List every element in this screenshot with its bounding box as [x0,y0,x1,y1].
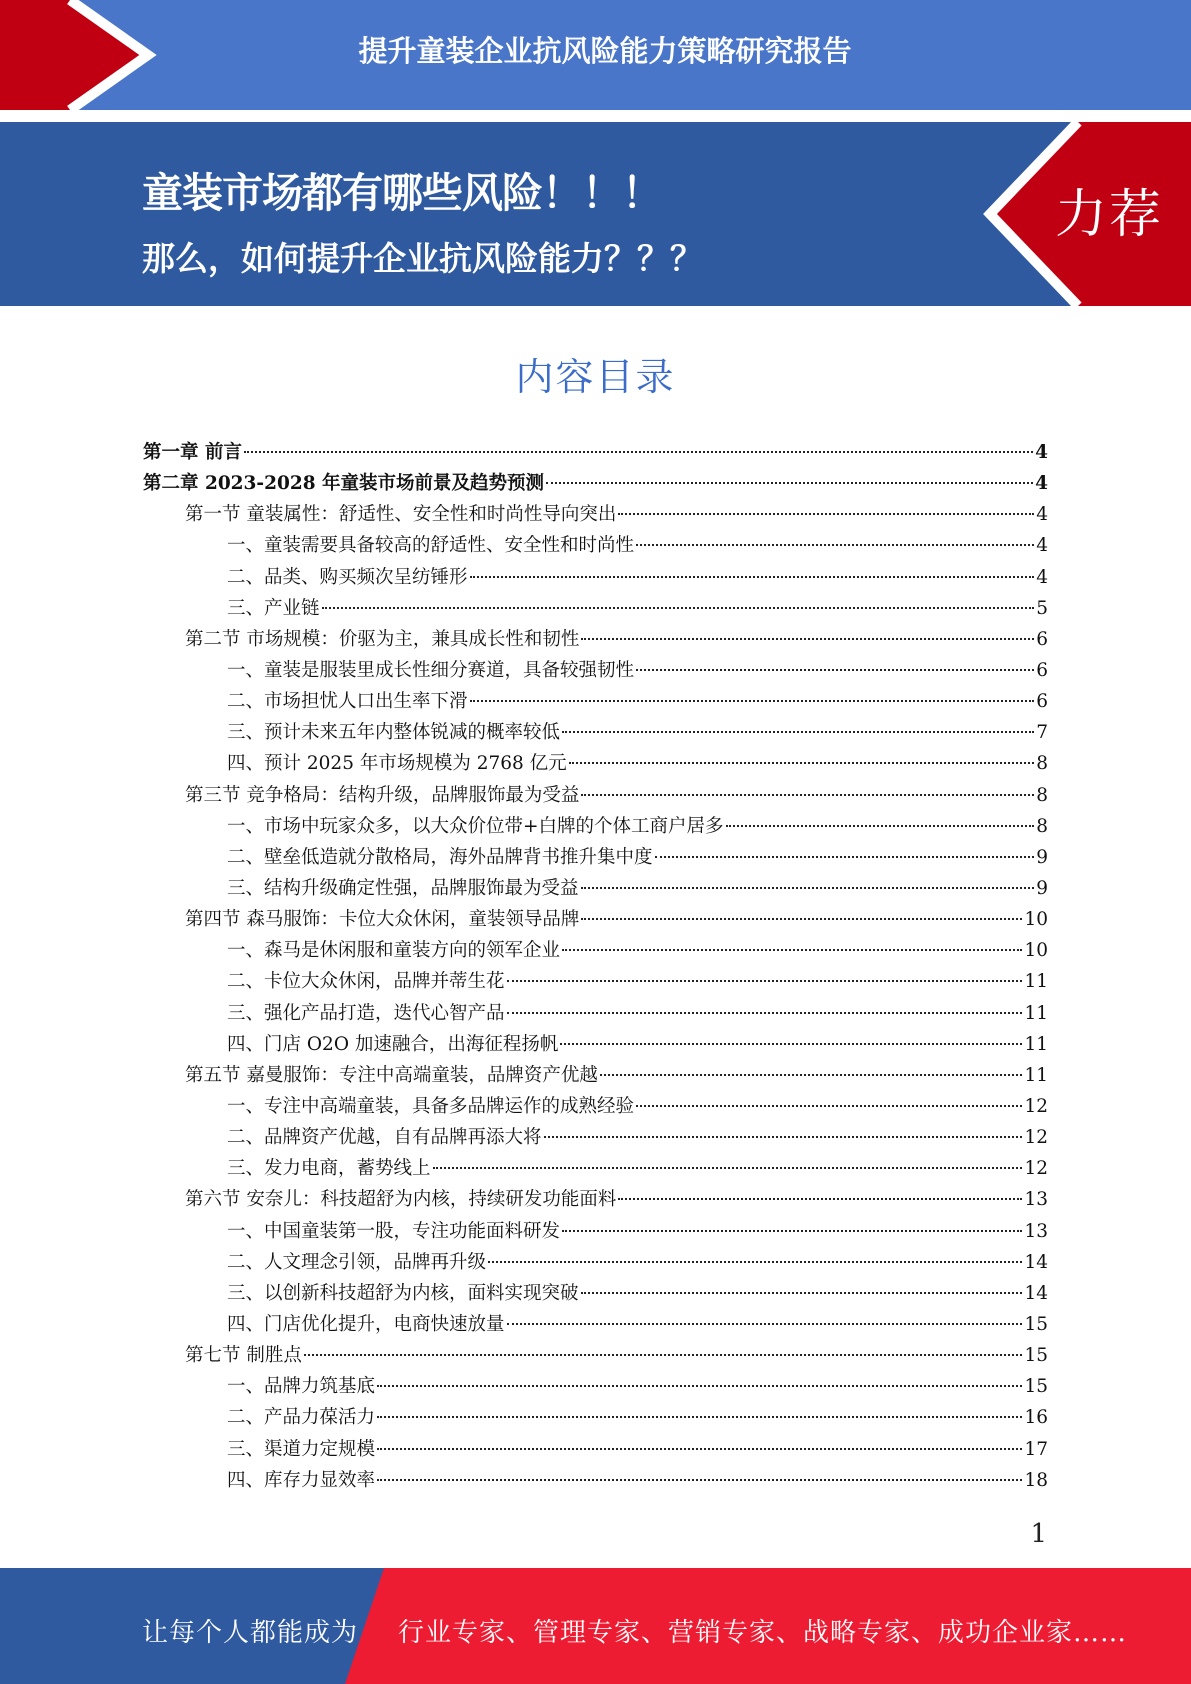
toc-entry-page: 9 [1036,846,1048,868]
headline-question: 童装市场都有哪些风险！！！ [142,169,662,217]
toc-leader-dots [636,543,1034,546]
toc-entry-page: 16 [1024,1407,1048,1429]
toc-entry-page: 17 [1024,1438,1048,1460]
toc-entry[interactable] [143,935,1048,966]
toc-entry-page: 9 [1036,877,1048,899]
toc-entry-label: 三、以创新科技超舒为内核，面料实现突破 [227,1282,579,1304]
toc-leader-dots [544,1135,1023,1138]
toc-entry[interactable] [143,811,1048,842]
toc-entry-page: 10 [1024,909,1048,931]
toc-leader-dots [377,1447,1022,1450]
toc-entry-label: 第一章 前言 [143,442,242,463]
toc-entry-label: 三、产业链 [227,597,320,619]
report-title: 提升童装企业抗风险能力策略研究报告 [358,34,852,68]
toc-entry-label: 二、品类、购买频次呈纺锤形 [227,566,468,588]
toc-entry-page: 14 [1024,1282,1048,1304]
toc-entry[interactable] [143,624,1048,655]
toc-leader-dots [507,1322,1023,1325]
toc-entry-label: 二、卡位大众休闲，品牌并蒂生花 [227,971,505,993]
headline-subquestion: 那么，如何提升企业抗风险能力？？？ [142,239,703,278]
toc-entry-label: 四、预计 2025 年市场规模为 2768 亿元 [227,753,567,775]
toc-entry-label: 第六节 安奈儿：科技超舒为内核，持续研发功能面料 [185,1189,617,1211]
toc-entry-page: 14 [1024,1251,1048,1273]
toc-entry[interactable] [143,748,1048,779]
toc-entry[interactable] [143,655,1048,686]
toc-entry-label: 一、专注中高端童装，具备多品牌运作的成熟经验 [227,1095,635,1117]
toc-entry[interactable] [143,998,1048,1029]
page-number: 1 [1030,1519,1047,1549]
toc-entry-page: 8 [1036,815,1048,837]
toc-entry-label: 四、库存力显效率 [227,1469,376,1491]
toc-leader-dots [618,512,1034,515]
toc-leader-dots [562,948,1022,951]
toc-entry-page: 11 [1024,1033,1048,1055]
toc-entry[interactable] [143,1309,1048,1340]
toc-entry-label: 一、森马是休闲服和童装方向的领军企业 [227,940,561,962]
toc-leader-dots [618,1197,1022,1200]
toc-entry[interactable] [143,562,1048,593]
toc-entry-page: 15 [1024,1345,1048,1367]
toc-entry[interactable] [143,1340,1048,1371]
toc-leader-dots [507,1011,1023,1014]
table-of-contents [143,437,1048,1496]
toc-leader-dots [244,450,1033,453]
toc-entry[interactable] [143,1153,1048,1184]
toc-entry-label: 第七节 制胜点 [185,1345,302,1367]
toc-leader-dots [562,730,1034,733]
toc-entry-label: 二、品牌资产优越，自有品牌再添大将 [227,1127,542,1149]
toc-entry-page: 7 [1036,722,1048,744]
toc-entry-page: 15 [1024,1313,1048,1335]
toc-entry-label: 第三节 竞争格局：结构升级，品牌服饰最为受益 [185,784,580,806]
toc-entry[interactable] [143,1371,1048,1402]
toc-leader-dots [488,1260,1022,1263]
toc-leader-dots [636,1104,1022,1107]
toc-entry-page: 18 [1024,1469,1048,1491]
toc-entry[interactable] [143,437,1048,468]
toc-leader-dots [581,886,1035,889]
toc-entry[interactable] [143,468,1048,499]
toc-entry-page: 4 [1036,504,1048,526]
toc-entry-page: 4 [1035,473,1048,495]
toc-entry[interactable] [143,780,1048,811]
toc-entry-label: 一、市场中玩家众多，以大众价位带+白牌的个体工商户居多 [227,815,724,837]
toc-title: 内容目录 [515,355,676,399]
toc-entry-label: 一、品牌力筑基底 [227,1376,376,1398]
toc-entry[interactable] [143,1216,1048,1247]
toc-entry-page: 13 [1024,1189,1048,1211]
toc-entry[interactable] [143,1247,1048,1278]
toc-entry[interactable] [143,1278,1048,1309]
toc-entry-page: 12 [1024,1095,1048,1117]
toc-entry-page: 13 [1024,1220,1048,1242]
toc-entry-page: 4 [1036,566,1048,588]
toc-entry-page: 12 [1024,1158,1048,1180]
toc-entry-page: 10 [1024,940,1048,962]
toc-entry-label: 第五节 嘉曼服饰：专注中高端童装，品牌资产优越 [185,1064,598,1086]
toc-entry[interactable] [143,1184,1048,1215]
toc-entry-page: 11 [1024,971,1048,993]
toc-leader-dots [322,606,1035,609]
toc-entry[interactable] [143,530,1048,561]
toc-leader-dots [581,917,1022,920]
toc-entry-label: 二、壁垒低造就分散格局，海外品牌背书推升集中度 [227,846,653,868]
toc-entry-page: 11 [1024,1064,1048,1086]
toc-entry-label: 一、童装需要具备较高的舒适性、安全性和时尚性 [227,535,635,557]
toc-leader-dots [581,637,1034,640]
toc-entry-label: 二、市场担忧人口出生率下滑 [227,691,468,713]
toc-leader-dots [546,481,1033,484]
toc-entry-label: 一、中国童装第一股，专注功能面料研发 [227,1220,561,1242]
toc-entry-label: 三、渠道力定规模 [227,1438,376,1460]
toc-entry[interactable] [143,1029,1048,1060]
toc-entry[interactable] [143,593,1048,624]
toc-entry-label: 三、预计未来五年内整体锐减的概率较低 [227,722,561,744]
toc-leader-dots [560,1042,1022,1045]
toc-entry[interactable] [143,1402,1048,1433]
toc-leader-dots [377,1384,1022,1387]
toc-leader-dots [726,824,1035,827]
toc-leader-dots [655,855,1035,858]
toc-leader-dots [433,1166,1023,1169]
toc-leader-dots [470,699,1035,702]
toc-entry-page: 11 [1024,1002,1048,1024]
toc-entry-page: 4 [1036,535,1048,557]
toc-entry[interactable] [143,873,1048,904]
toc-entry-label: 第一节 童装属性：舒适性、安全性和时尚性导向突出 [185,504,617,526]
toc-entry-label: 二、产品力葆活力 [227,1407,376,1429]
toc-leader-dots [304,1353,1023,1356]
toc-entry-label: 第四节 森马服饰：卡位大众休闲，童装领导品牌 [185,909,580,931]
toc-entry[interactable] [143,499,1048,530]
toc-entry[interactable] [143,1465,1048,1496]
toc-leader-dots [562,1229,1022,1232]
toc-entry-label: 二、人文理念引领，品牌再升级 [227,1251,487,1273]
toc-entry[interactable] [143,904,1048,935]
toc-entry-page: 8 [1036,753,1048,775]
toc-leader-dots [581,1291,1023,1294]
toc-entry-label: 四、门店优化提升，电商快速放量 [227,1313,505,1335]
recommend-badge: 力荐 [1055,185,1164,245]
toc-leader-dots [581,793,1034,796]
footer-slogan-left: 让每个人都能成为 [142,1618,359,1648]
toc-entry-page: 6 [1036,691,1048,713]
toc-entry-page: 5 [1036,597,1048,619]
toc-entry[interactable] [143,842,1048,873]
toc-entry-page: 12 [1024,1127,1048,1149]
toc-leader-dots [377,1415,1022,1418]
toc-entry[interactable] [143,1060,1048,1091]
footer-slogan-right: 行业专家、管理专家、营销专家、战略专家、成功企业家…… [398,1618,1128,1648]
toc-entry[interactable] [143,1091,1048,1122]
toc-entry[interactable] [143,717,1048,748]
toc-leader-dots [569,761,1035,764]
toc-leader-dots [507,979,1023,982]
toc-entry-label: 三、强化产品打造，迭代心智产品 [227,1002,505,1024]
toc-entry-label: 四、门店 O2O 加速融合，出海征程扬帆 [227,1033,559,1055]
toc-leader-dots [377,1478,1022,1481]
toc-leader-dots [636,668,1034,671]
toc-entry-page: 15 [1024,1376,1048,1398]
toc-entry[interactable] [143,1434,1048,1465]
toc-entry-page: 4 [1035,442,1048,463]
toc-entry-label: 三、结构升级确定性强，品牌服饰最为受益 [227,877,579,899]
toc-entry-page: 6 [1036,628,1048,650]
toc-entry-label: 第二节 市场规模：价驱为主，兼具成长性和韧性 [185,628,580,650]
toc-entry[interactable] [143,686,1048,717]
toc-entry-label: 一、童装是服装里成长性细分赛道，具备较强韧性 [227,659,635,681]
toc-entry-page: 6 [1036,659,1048,681]
toc-entry-label: 三、发力电商，蓄势线上 [227,1158,431,1180]
toc-entry[interactable] [143,1122,1048,1153]
toc-leader-dots [600,1073,1023,1076]
toc-leader-dots [470,575,1035,578]
toc-entry-page: 8 [1036,784,1048,806]
toc-entry[interactable] [143,966,1048,997]
toc-entry-label: 第二章 2023-2028 年童装市场前景及趋势预测 [143,473,545,495]
